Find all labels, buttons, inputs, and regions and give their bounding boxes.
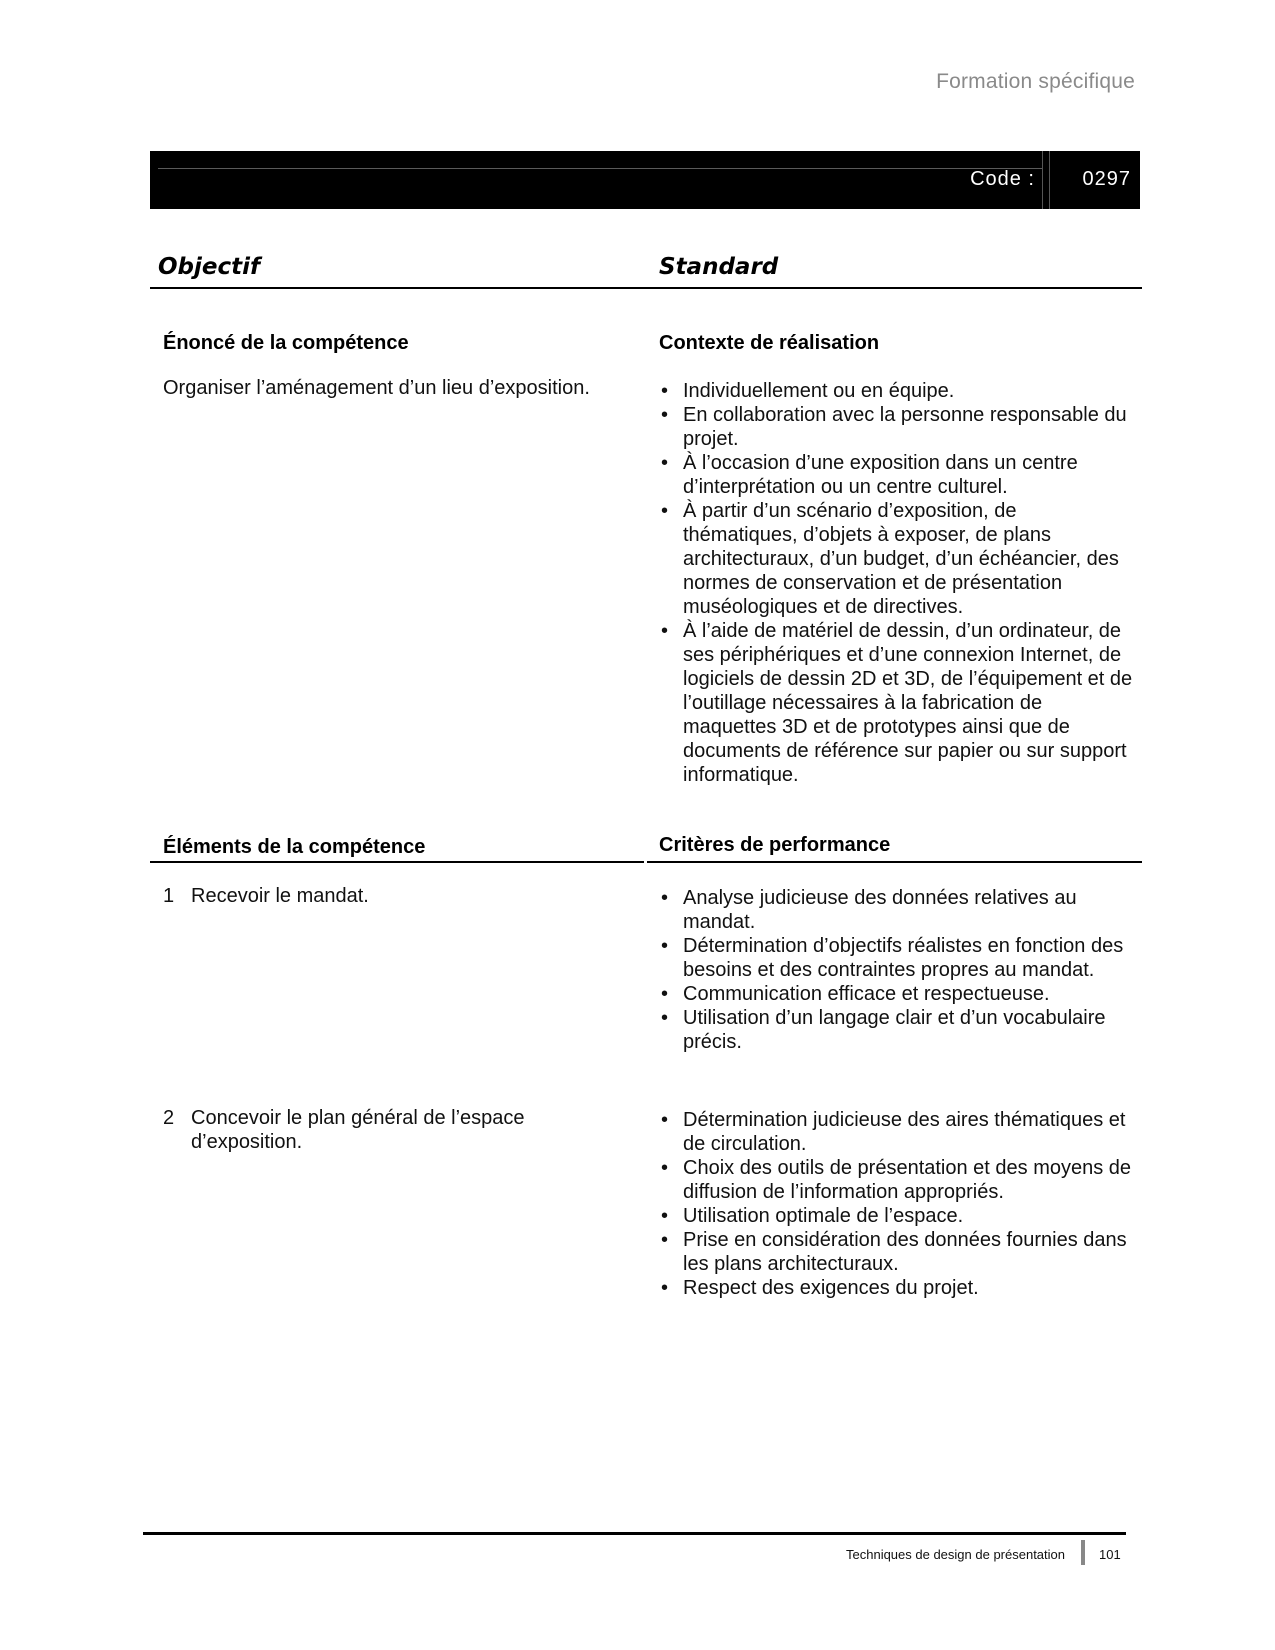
- competence-text: Organiser l’aménagement d’un lieu d’exposition.: [163, 377, 590, 399]
- list-item: • À partir d’un scénario d’exposition, de thématiques, d’objets à exposer, de plans architecturaux, d’un budget, d’un échéancier, des normes de conservation et de présentation muséologiques et de directives.: [659, 499, 1134, 619]
- page-number: 101: [1099, 1547, 1121, 1562]
- list-item: • En collaboration avec la personne responsable du projet.: [659, 403, 1134, 451]
- context-list: [659, 379, 1134, 787]
- list-item: • Détermination judicieuse des aires thématiques et de circulation.: [659, 1108, 1134, 1156]
- objective-heading: Objectif: [158, 254, 261, 280]
- footer-rule: [143, 1532, 1126, 1535]
- criteria-divider: [647, 861, 1142, 863]
- element-item-2: [163, 1106, 631, 1154]
- heading-divider: [150, 287, 1142, 289]
- list-item: • Analyse judicieuse des données relatives au mandat.: [659, 886, 1134, 934]
- code-label: Code :: [970, 168, 1035, 190]
- footer-separator: [1081, 1540, 1085, 1565]
- list-item: • Détermination d’objectifs réalistes en fonction des besoins et des contraintes propres au mandat.: [659, 934, 1134, 982]
- elements-divider: [150, 861, 644, 863]
- code-value: 0297: [1082, 168, 1131, 190]
- code-bar-rule: [158, 168, 1043, 169]
- footer-title: Techniques de design de présentation: [846, 1547, 1065, 1562]
- element-text: Recevoir le mandat.: [191, 885, 369, 907]
- standard-heading: Standard: [659, 254, 779, 280]
- criteria-title: Critères de performance: [659, 834, 891, 856]
- list-item: • Utilisation d’un langage clair et d’un vocabulaire précis.: [659, 1006, 1134, 1054]
- context-title: Contexte de réalisation: [659, 332, 880, 354]
- criteria-list-1: [659, 886, 1134, 1054]
- element-number: 1: [163, 885, 175, 907]
- element-number: 2: [163, 1107, 175, 1129]
- list-item: • Individuellement ou en équipe.: [659, 379, 1134, 403]
- criteria-list-2: [659, 1108, 1134, 1300]
- element-item-1: [163, 884, 661, 908]
- element-text: Concevoir le plan général de l’espace d’exposition.: [191, 1107, 525, 1153]
- section-label: Formation spécifique: [936, 70, 1135, 93]
- list-item: • Choix des outils de présentation et des moyens de diffusion de l’information appropriés.: [659, 1156, 1134, 1204]
- list-item: • À l’occasion d’une exposition dans un centre d’interprétation ou un centre culturel.: [659, 451, 1134, 499]
- list-item: • À l’aide de matériel de dessin, d’un ordinateur, de ses périphériques et d’une connexion Internet, de logiciels de dessin 2D et 3D, de l’équipement et de l’outillage nécessaires à la fabrication de maquettes 3D et de prototypes ainsi que de documents de référence sur papier ou sur support informatique.: [659, 619, 1134, 787]
- list-item: • Utilisation optimale de l’espace.: [659, 1204, 1134, 1228]
- list-item: • Prise en considération des données fournies dans les plans architecturaux.: [659, 1228, 1134, 1276]
- list-item: • Communication efficace et respectueuse.: [659, 982, 1134, 1006]
- code-bar-separator: [1049, 151, 1050, 209]
- code-bar-separator: [1042, 151, 1043, 209]
- competence-title: Énoncé de la compétence: [163, 332, 409, 354]
- code-bar: [150, 151, 1140, 209]
- list-item: • Respect des exigences du projet.: [659, 1276, 1134, 1300]
- elements-title: Éléments de la compétence: [163, 836, 426, 858]
